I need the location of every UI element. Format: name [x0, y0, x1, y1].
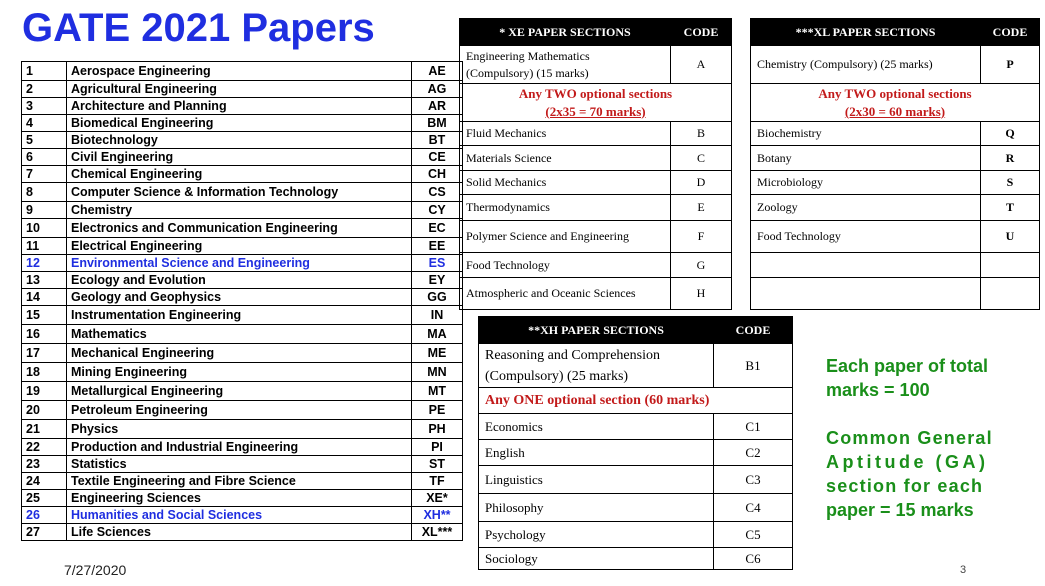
xh-section-name: English [479, 440, 714, 466]
paper-row [22, 255, 463, 272]
xl-section-code [981, 278, 1040, 310]
paper-row [22, 473, 463, 490]
paper-number: 10 [22, 219, 67, 238]
paper-row [22, 149, 463, 166]
footer-date: 7/27/2020 [64, 562, 127, 578]
xl-section-code: U [981, 221, 1040, 253]
paper-number: 25 [22, 490, 67, 507]
paper-code: PE [412, 401, 463, 420]
xe-section-row [460, 146, 732, 171]
paper-code: BT [412, 132, 463, 149]
xl-section-row [751, 146, 1040, 171]
paper-row [22, 382, 463, 401]
xl-section-name [751, 253, 981, 278]
paper-name: Electrical Engineering [67, 238, 412, 255]
xh-section-name: Linguistics [479, 466, 714, 494]
paper-code: CH [412, 166, 463, 183]
xh-section-name: Economics [479, 414, 714, 440]
paper-number: 5 [22, 132, 67, 149]
xl-section-row [751, 195, 1040, 221]
papers-table [21, 61, 463, 541]
paper-code: MN [412, 363, 463, 382]
paper-row [22, 272, 463, 289]
xl-section-name: Botany [751, 146, 981, 171]
paper-row [22, 344, 463, 363]
paper-code: XL*** [412, 524, 463, 541]
paper-name: Aerospace Engineering [67, 62, 412, 81]
paper-name: Computer Science & Information Technology [67, 183, 412, 202]
xl-section-row [751, 171, 1040, 195]
paper-number: 26 [22, 507, 67, 524]
xe-section-code: E [671, 195, 732, 221]
paper-number: 2 [22, 81, 67, 98]
paper-name: Statistics [67, 456, 412, 473]
paper-code: ME [412, 344, 463, 363]
xh-section-code: C3 [714, 466, 793, 494]
paper-code: GG [412, 289, 463, 306]
paper-number: 13 [22, 272, 67, 289]
paper-code: ES [412, 255, 463, 272]
xe-compulsory: Engineering Mathematics (Compulsory) (15 marks) [460, 46, 671, 84]
paper-number: 7 [22, 166, 67, 183]
paper-number: 8 [22, 183, 67, 202]
paper-name: Biotechnology [67, 132, 412, 149]
paper-number: 21 [22, 420, 67, 439]
xe-section-code: B [671, 122, 732, 146]
xl-section-row [751, 122, 1040, 146]
paper-code: XH** [412, 507, 463, 524]
paper-code: EE [412, 238, 463, 255]
paper-row [22, 202, 463, 219]
paper-code: MA [412, 325, 463, 344]
paper-row [22, 289, 463, 306]
xe-section-row [460, 171, 732, 195]
xl-section-row [751, 253, 1040, 278]
paper-number: 23 [22, 456, 67, 473]
xl-section-name: Zoology [751, 195, 981, 221]
paper-code: XE* [412, 490, 463, 507]
paper-name: Mechanical Engineering [67, 344, 412, 363]
xl-section-code: T [981, 195, 1040, 221]
xh-section-name: Philosophy [479, 494, 714, 522]
paper-code: IN [412, 306, 463, 325]
paper-name: Metallurgical Engineering [67, 382, 412, 401]
xe-section-row [460, 122, 732, 146]
paper-row [22, 490, 463, 507]
xe-section-row [460, 253, 732, 278]
paper-code: CY [412, 202, 463, 219]
paper-code: CE [412, 149, 463, 166]
xe-section-name: Solid Mechanics [460, 171, 671, 195]
paper-number: 20 [22, 401, 67, 420]
xl-section-code: S [981, 171, 1040, 195]
paper-number: 1 [22, 62, 67, 81]
paper-row [22, 62, 463, 81]
xl-optional-note: Any TWO optional sections (2x30 = 60 marks) [751, 84, 1040, 122]
xe-section-row [460, 195, 732, 221]
xh-section-row [479, 440, 793, 466]
paper-row [22, 507, 463, 524]
paper-code: BM [412, 115, 463, 132]
paper-number: 12 [22, 255, 67, 272]
paper-row [22, 456, 463, 473]
xe-sections-table [459, 18, 732, 310]
paper-row [22, 306, 463, 325]
paper-number: 22 [22, 439, 67, 456]
paper-number: 3 [22, 98, 67, 115]
paper-row [22, 219, 463, 238]
xl-section-name: Microbiology [751, 171, 981, 195]
xl-header: ***XL PAPER SECTIONS [751, 19, 981, 46]
paper-row [22, 166, 463, 183]
xl-section-code: Q [981, 122, 1040, 146]
xl-section-name: Food Technology [751, 221, 981, 253]
xh-header: **XH PAPER SECTIONS [479, 317, 714, 344]
xe-section-code: G [671, 253, 732, 278]
xh-section-code: C6 [714, 548, 793, 570]
paper-number: 17 [22, 344, 67, 363]
xe-header: * XE PAPER SECTIONS [460, 19, 671, 46]
xl-section-row [751, 278, 1040, 310]
paper-name: Chemistry [67, 202, 412, 219]
paper-name: Chemical Engineering [67, 166, 412, 183]
paper-code: TF [412, 473, 463, 490]
xh-optional-note: Any ONE optional section (60 marks) [479, 388, 793, 414]
paper-row [22, 325, 463, 344]
paper-name: Biomedical Engineering [67, 115, 412, 132]
paper-code: PH [412, 420, 463, 439]
xh-section-name: Psychology [479, 522, 714, 548]
xe-section-name: Food Technology [460, 253, 671, 278]
xl-sections-table [750, 18, 1040, 310]
xl-compulsory: Chemistry (Compulsory) (25 marks) [751, 46, 981, 84]
paper-number: 27 [22, 524, 67, 541]
paper-code: MT [412, 382, 463, 401]
paper-name: Ecology and Evolution [67, 272, 412, 289]
xe-section-code: F [671, 221, 732, 253]
paper-name: Geology and Geophysics [67, 289, 412, 306]
paper-name: Life Sciences [67, 524, 412, 541]
paper-name: Agricultural Engineering [67, 81, 412, 98]
total-marks-note: Each paper of total marks = 100 [826, 356, 989, 400]
xh-section-row [479, 548, 793, 570]
paper-row [22, 439, 463, 456]
xh-compulsory-code: B1 [714, 344, 793, 388]
paper-row [22, 98, 463, 115]
paper-row [22, 420, 463, 439]
paper-row [22, 81, 463, 98]
xh-section-row [479, 494, 793, 522]
xh-compulsory: Reasoning and Comprehension (Compulsory) (25 marks) [479, 344, 714, 388]
paper-number: 19 [22, 382, 67, 401]
xe-section-name: Fluid Mechanics [460, 122, 671, 146]
paper-name: Civil Engineering [67, 149, 412, 166]
xe-section-name: Polymer Science and Engineering [460, 221, 671, 253]
xl-section-row [751, 221, 1040, 253]
paper-name: Mathematics [67, 325, 412, 344]
paper-name: Architecture and Planning [67, 98, 412, 115]
paper-name: Instrumentation Engineering [67, 306, 412, 325]
paper-row [22, 363, 463, 382]
paper-code: CS [412, 183, 463, 202]
xe-code-header: CODE [671, 19, 732, 46]
paper-number: 24 [22, 473, 67, 490]
xe-optional-note: Any TWO optional sections (2x35 = 70 marks) [460, 84, 732, 122]
paper-code: AE [412, 62, 463, 81]
xh-code-header: CODE [714, 317, 793, 344]
xh-section-row [479, 522, 793, 548]
xe-section-row [460, 278, 732, 310]
paper-row [22, 132, 463, 149]
paper-number: 18 [22, 363, 67, 382]
paper-code: EY [412, 272, 463, 289]
paper-row [22, 524, 463, 541]
xe-section-name: Thermodynamics [460, 195, 671, 221]
paper-code: AR [412, 98, 463, 115]
ga-section-note: Common General Aptitude (GA) section for each paper = 15 marks [826, 428, 993, 520]
xh-section-code: C5 [714, 522, 793, 548]
paper-number: 14 [22, 289, 67, 306]
xl-compulsory-code: P [981, 46, 1040, 84]
xh-section-code: C2 [714, 440, 793, 466]
paper-name: Humanities and Social Sciences [67, 507, 412, 524]
xh-section-row [479, 466, 793, 494]
paper-row [22, 183, 463, 202]
xe-section-code: D [671, 171, 732, 195]
xe-section-row [460, 221, 732, 253]
paper-name: Mining Engineering [67, 363, 412, 382]
xe-section-code: C [671, 146, 732, 171]
xe-compulsory-code: A [671, 46, 732, 84]
xl-section-name: Biochemistry [751, 122, 981, 146]
xl-code-header: CODE [981, 19, 1040, 46]
paper-code: PI [412, 439, 463, 456]
xh-section-code: C4 [714, 494, 793, 522]
xh-section-code: C1 [714, 414, 793, 440]
paper-number: 16 [22, 325, 67, 344]
paper-number: 6 [22, 149, 67, 166]
xl-section-name [751, 278, 981, 310]
xe-section-name: Materials Science [460, 146, 671, 171]
paper-name: Textile Engineering and Fibre Science [67, 473, 412, 490]
xl-section-code [981, 253, 1040, 278]
paper-row [22, 115, 463, 132]
xe-section-name: Atmospheric and Oceanic Sciences [460, 278, 671, 310]
paper-name: Engineering Sciences [67, 490, 412, 507]
xh-section-name: Sociology [479, 548, 714, 570]
paper-name: Petroleum Engineering [67, 401, 412, 420]
paper-name: Environmental Science and Engineering [67, 255, 412, 272]
xe-section-code: H [671, 278, 732, 310]
page-title: GATE 2021 Papers [22, 6, 375, 50]
paper-number: 15 [22, 306, 67, 325]
xl-section-code: R [981, 146, 1040, 171]
paper-name: Physics [67, 420, 412, 439]
xh-sections-table [478, 316, 793, 570]
paper-name: Electronics and Communication Engineering [67, 219, 412, 238]
paper-code: AG [412, 81, 463, 98]
paper-number: 9 [22, 202, 67, 219]
paper-row [22, 401, 463, 420]
xh-section-row [479, 414, 793, 440]
paper-number: 11 [22, 238, 67, 255]
paper-number: 4 [22, 115, 67, 132]
paper-code: ST [412, 456, 463, 473]
paper-row [22, 238, 463, 255]
paper-code: EC [412, 219, 463, 238]
paper-name: Production and Industrial Engineering [67, 439, 412, 456]
page-number: 3 [960, 564, 967, 576]
